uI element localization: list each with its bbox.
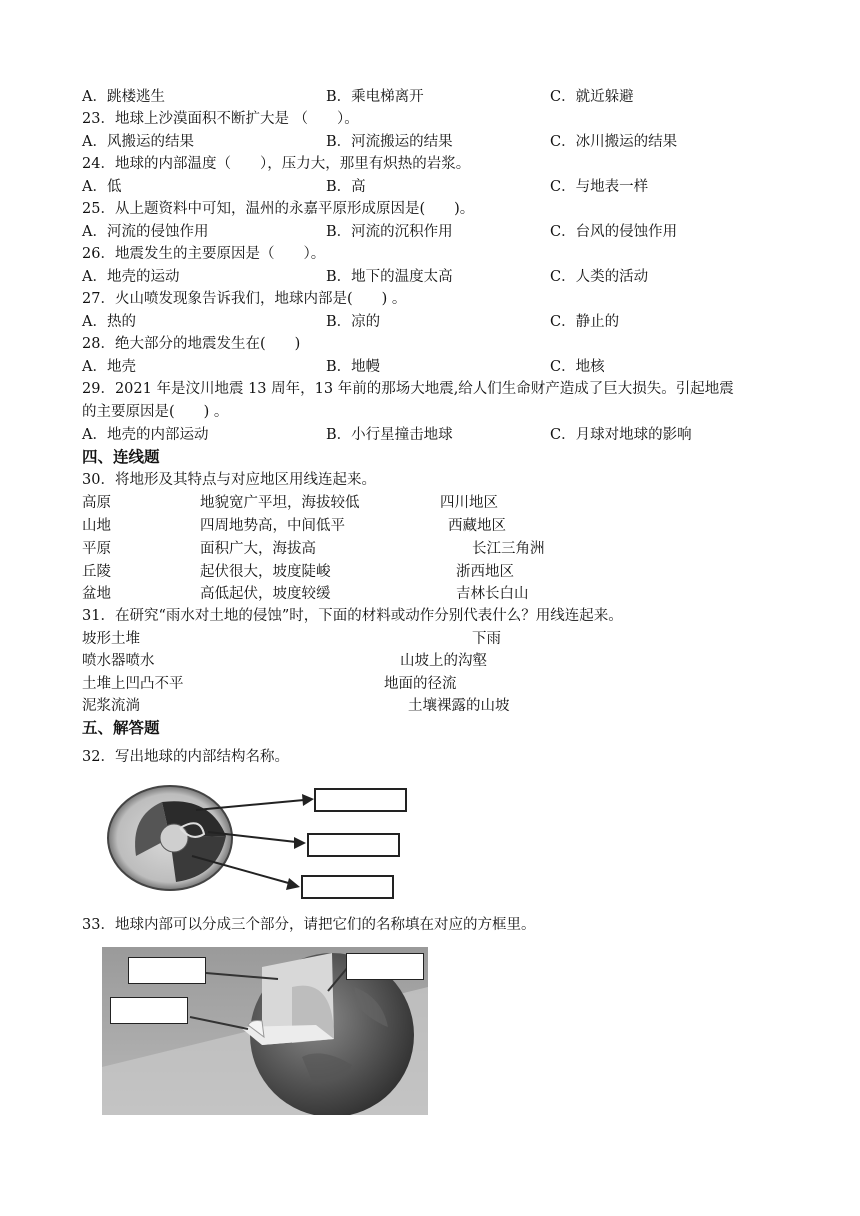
core-shape bbox=[160, 824, 188, 852]
q30-landform-5: 盆地 bbox=[82, 586, 111, 602]
q31-meaning-1: 下雨 bbox=[472, 631, 501, 647]
q30-feature-1: 地貌宽广平坦，海拔较低 bbox=[200, 495, 360, 511]
q23-option-b: B．河流搬运的结果 bbox=[326, 134, 453, 150]
q26-option-c: C．人类的活动 bbox=[550, 269, 649, 285]
q31-material-3: 土堆上凹凸不平 bbox=[82, 676, 184, 692]
q25-option-c: C．台风的侵蚀作用 bbox=[550, 224, 678, 240]
q27-stem: 27．火山喷发现象告诉我们，地球内部是( ) 。 bbox=[82, 291, 407, 307]
q24-stem: 24．地球的内部温度（ ），压力大，那里有炽热的岩浆。 bbox=[82, 156, 471, 172]
q30-feature-5: 高低起伏，坡度较缓 bbox=[200, 586, 331, 602]
section-heading-answer: 五、解答题 bbox=[82, 719, 160, 737]
q22-option-c: C．就近躲避 bbox=[550, 89, 634, 105]
q24-option-a: A．低 bbox=[82, 179, 122, 195]
arrow-head-core bbox=[286, 878, 300, 890]
q32-answer-box-core[interactable] bbox=[301, 875, 394, 899]
q33-stem: 33．地球内部可以分成三个部分，请把它们的名称填在对应的方框里。 bbox=[82, 917, 536, 933]
q30-region-5: 吉林长白山 bbox=[456, 586, 529, 602]
q30-feature-2: 四周地势高，中间低平 bbox=[200, 518, 345, 534]
q29-stem-line2: 的主要原因是( ) 。 bbox=[82, 404, 229, 420]
q30-region-4: 浙西地区 bbox=[456, 564, 514, 580]
q27-option-c: C．静止的 bbox=[550, 314, 620, 330]
q31-stem: 31．在研究“雨水对土地的侵蚀”时，下面的材料或动作分别代表什么？用线连起来。 bbox=[82, 608, 623, 624]
q31-meaning-4: 土壤裸露的山坡 bbox=[408, 698, 510, 714]
q27-option-a: A．热的 bbox=[82, 314, 136, 330]
q23-option-c: C．冰川搬运的结果 bbox=[550, 134, 678, 150]
q30-landform-1: 高原 bbox=[82, 495, 111, 511]
q32-answer-box-mantle[interactable] bbox=[307, 833, 400, 857]
q28-option-b: B．地幔 bbox=[326, 359, 381, 375]
q33-answer-box-crust[interactable] bbox=[346, 953, 424, 980]
arrow-head-crust bbox=[302, 794, 314, 806]
q25-option-b: B．河流的沉积作用 bbox=[326, 224, 453, 240]
q26-option-a: A．地壳的运动 bbox=[82, 269, 180, 285]
q30-feature-4: 起伏很大，坡度陡峻 bbox=[200, 564, 331, 580]
q31-meaning-2: 山坡上的沟壑 bbox=[400, 653, 487, 669]
q31-meaning-3: 地面的径流 bbox=[384, 676, 457, 692]
q26-stem: 26．地震发生的主要原因是（ ）。 bbox=[82, 246, 326, 262]
q29-option-b: B．小行星撞击地球 bbox=[326, 427, 453, 443]
q27-option-b: B．凉的 bbox=[326, 314, 381, 330]
q24-option-c: C．与地表一样 bbox=[550, 179, 649, 195]
q30-landform-4: 丘陵 bbox=[82, 564, 111, 580]
q31-material-1: 坡形土堆 bbox=[82, 631, 140, 647]
section-heading-matching: 四、连线题 bbox=[82, 448, 160, 466]
q30-landform-3: 平原 bbox=[82, 541, 111, 557]
q22-option-b: B．乘电梯离开 bbox=[326, 89, 424, 105]
q30-region-3: 长江三角洲 bbox=[472, 541, 545, 557]
q32-answer-box-crust[interactable] bbox=[314, 788, 407, 812]
q29-stem-line1: 29．2021 年是汶川地震 13 周年，13 年前的那场大地震,给人们生命财产造成了巨大损失。引起地震 bbox=[82, 381, 734, 397]
q28-option-a: A．地壳 bbox=[82, 359, 136, 375]
q30-region-1: 四川地区 bbox=[440, 495, 498, 511]
q32-stem: 32．写出地球的内部结构名称。 bbox=[82, 749, 289, 765]
q31-material-2: 喷水器喷水 bbox=[82, 653, 155, 669]
q28-stem: 28．绝大部分的地震发生在( ) bbox=[82, 336, 301, 352]
q25-stem: 25．从上题资料中可知，温州的永嘉平原形成原因是( )。 bbox=[82, 201, 475, 217]
q22-option-a: A．跳楼逃生 bbox=[82, 89, 165, 105]
q30-feature-3: 面积广大，海拔高 bbox=[200, 541, 316, 557]
q24-option-b: B．高 bbox=[326, 179, 366, 195]
q30-region-2: 西藏地区 bbox=[448, 518, 506, 534]
q29-option-c: C．月球对地球的影响 bbox=[550, 427, 692, 443]
q33-answer-box-core[interactable] bbox=[110, 997, 188, 1024]
q31-material-4: 泥浆流淌 bbox=[82, 698, 140, 714]
q33-answer-box-mantle[interactable] bbox=[128, 957, 206, 984]
q30-landform-2: 山地 bbox=[82, 518, 111, 534]
q23-option-a: A．风搬运的结果 bbox=[82, 134, 194, 150]
q23-stem: 23．地球上沙漠面积不断扩大是 （ ）。 bbox=[82, 111, 359, 127]
q29-option-a: A．地壳的内部运动 bbox=[82, 427, 209, 443]
q30-stem: 30．将地形及其特点与对应地区用线连起来。 bbox=[82, 472, 376, 488]
q28-option-c: C．地核 bbox=[550, 359, 605, 375]
q25-option-a: A．河流的侵蚀作用 bbox=[82, 224, 209, 240]
q26-option-b: B．地下的温度太高 bbox=[326, 269, 453, 285]
arrow-head-mantle bbox=[294, 837, 306, 849]
